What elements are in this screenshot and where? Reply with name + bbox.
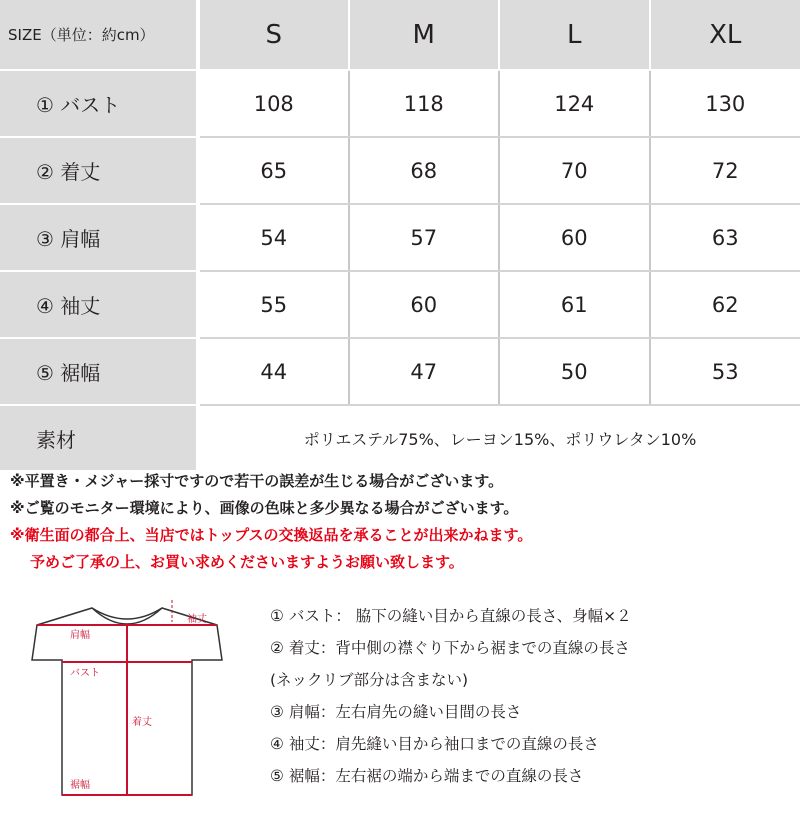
cell-value: 50 bbox=[499, 338, 650, 405]
legend-item: ① バスト： 脇下の縫い目から直線の長さ、身幅×２ bbox=[270, 607, 632, 625]
table-row bbox=[0, 70, 800, 137]
size-xl-header: XL bbox=[650, 0, 800, 70]
legend-item: ④ 袖丈：肩先縫い目から袖口までの直線の長さ bbox=[270, 735, 599, 753]
cell-value: 68 bbox=[349, 137, 500, 204]
row-label: ③ 肩幅 bbox=[0, 204, 198, 271]
shoulder-label: 肩幅 bbox=[70, 630, 90, 641]
warning-line: 予めご了承の上、お買い求めくださいますようお願い致します。 bbox=[30, 553, 464, 571]
size-l-header: L bbox=[499, 0, 650, 70]
cell-value: 54 bbox=[198, 204, 349, 271]
cell-value: 65 bbox=[198, 137, 349, 204]
legend-item: ② 着丈：背中側の襟ぐり下から裾までの直線の長さ bbox=[270, 639, 630, 657]
measurement-legend bbox=[270, 600, 632, 792]
row-label: ⑤ 裾幅 bbox=[0, 338, 198, 405]
size-s-header: S bbox=[198, 0, 349, 70]
table-row bbox=[0, 137, 800, 204]
row-label: ① バスト bbox=[0, 70, 198, 137]
row-label: ② 着丈 bbox=[0, 137, 198, 204]
cell-value: 63 bbox=[650, 204, 800, 271]
legend-item: (ネックリブ部分は含まない) bbox=[270, 671, 469, 689]
cell-value: 70 bbox=[499, 137, 650, 204]
material-row bbox=[0, 405, 800, 471]
warning-line: ※衛生面の都合上、当店ではトップスの交換返品を承ることが出来かねます。 bbox=[10, 526, 533, 544]
size-header-label: SIZE（単位：約cm） bbox=[0, 0, 198, 70]
cell-value: 57 bbox=[349, 204, 500, 271]
cell-value: 124 bbox=[499, 70, 650, 137]
table-row bbox=[0, 338, 800, 405]
table-row bbox=[0, 271, 800, 338]
material-label: 素材 bbox=[0, 405, 198, 471]
cell-value: 61 bbox=[499, 271, 650, 338]
note-line: ※平置き・メジャー採寸ですので若干の誤差が生じる場合がございます。 bbox=[10, 472, 504, 490]
size-header-row bbox=[0, 0, 800, 70]
tshirt-diagram bbox=[22, 600, 232, 805]
cell-value: 62 bbox=[650, 271, 800, 338]
cell-value: 118 bbox=[349, 70, 500, 137]
sleeve-label: 袖丈 bbox=[187, 614, 207, 625]
legend-item: ⑤ 裾幅：左右裾の端から端までの直線の長さ bbox=[270, 767, 584, 785]
cell-value: 130 bbox=[650, 70, 800, 137]
cell-value: 53 bbox=[650, 338, 800, 405]
bust-label: バスト bbox=[70, 668, 100, 679]
cell-value: 108 bbox=[198, 70, 349, 137]
hem-label: 裾幅 bbox=[70, 780, 90, 791]
cell-value: 60 bbox=[349, 271, 500, 338]
cell-value: 60 bbox=[499, 204, 650, 271]
cell-value: 55 bbox=[198, 271, 349, 338]
length-label: 着丈 bbox=[132, 717, 152, 728]
size-m-header: M bbox=[349, 0, 500, 70]
cell-value: 72 bbox=[650, 137, 800, 204]
cell-value: 44 bbox=[198, 338, 349, 405]
legend-item: ③ 肩幅：左右肩先の縫い目間の長さ bbox=[270, 703, 522, 721]
notes bbox=[10, 468, 532, 576]
note-line: ※ご覧のモニター環境により、画像の色味と多少異なる場合がございます。 bbox=[10, 499, 519, 517]
table-row bbox=[0, 204, 800, 271]
row-label: ④ 袖丈 bbox=[0, 271, 198, 338]
material-value: ポリエステル75%、レーヨン15%、ポリウレタン10% bbox=[198, 405, 800, 471]
cell-value: 47 bbox=[349, 338, 500, 405]
